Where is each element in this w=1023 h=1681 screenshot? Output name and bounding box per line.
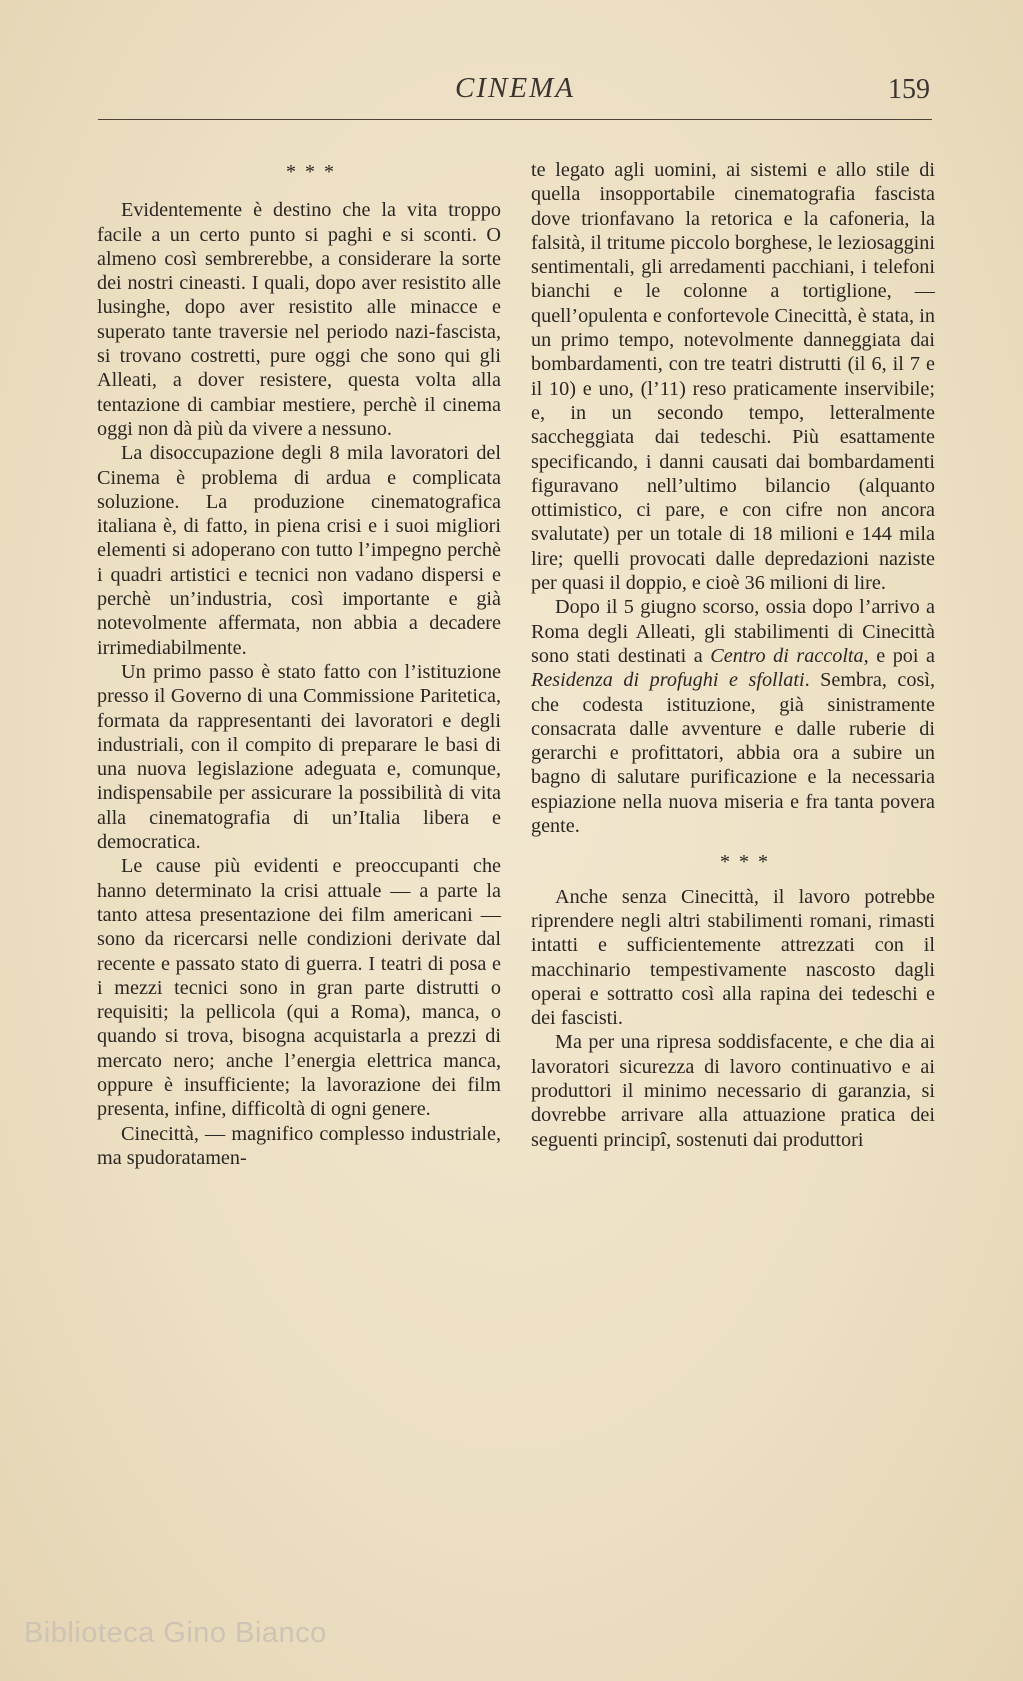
paragraph: Un primo passo è stato fatto con l’istituzione presso il Governo di una Commissione Paritetica, formata da rappresentanti dei lavoratori e degli industriali, con il compito di preparare le basi di una nuova legislazione adeguata e, comunque, indispensabile per assicurare la possibilità di vita alla cinematografia di un’Italia libera e democratica. bbox=[97, 660, 501, 854]
paragraph: Ma per una ripresa soddisfacente, e che dia ai lavoratori sicurezza di lavoro continuativo e ai produttori il minimo necessario di garanzia, si dovrebbe arrivare alla attuazione pratica dei seguenti principî, sostenuti dai produttori bbox=[531, 1031, 935, 1151]
page-number: 159 bbox=[888, 74, 930, 105]
paragraph: Anche senza Cinecittà, il lavoro potrebbe riprendere negli altri stabilimenti romani, rimasti intatti e sufficientemente attrezzati con il macchinario tempestivamente nascosto dagli operai e sottratto così alla rapina dei tedeschi e dei fascisti. bbox=[531, 885, 935, 1030]
page-header bbox=[98, 70, 932, 110]
text-run: . Sembra, così, che codesta istituzione, già sinistramente consacrata dalle avventure e dalle ruberie di gerarchi e profittatori, abbia ora a subire un bagno di salutare purificazione e la necessaria espiazione nella nuova miseria e fra tanta povera gente. bbox=[531, 669, 935, 838]
header-rule bbox=[98, 119, 932, 120]
paragraph bbox=[531, 595, 935, 838]
section-break: * * * bbox=[286, 161, 336, 183]
left-column bbox=[97, 158, 501, 1170]
paragraph: te legato agli uomini, ai sistemi e allo stile di quella insopportabile cinematografia fascista dove trionfavano la retorica e la cafoneria, la falsità, il tritume piccolo borghese, le leziosaggini sentimentali, gli arredamenti pacchiani, i telefoni bianchi e le colonne a tortiglione, — quell’opulenta e confortevole Cinecittà, è stata, in un primo tempo, notevolmente danneggiata dai bombardamenti, con tre teatri distrutti (il 6, il 7 e il 10) e uno, (l’11) reso praticamente inservibile; e, in un secondo tempo, letteralmente saccheggiata dai tedeschi. Più esattamente specificando, i danni causati dai bombardamenti figuravano nell’ultimo bilancio (alquanto ottimistico, ci pare, e con cifre non ancora svalutate) per un totale di 18 milioni e 144 mila lire; quelli provocati dalle depredazioni naziste per quasi il doppio, e cioè 36 milioni di lire. bbox=[531, 159, 935, 595]
library-watermark: Biblioteca Gino Bianco bbox=[24, 1617, 327, 1649]
paragraph: Evidentemente è destino che la vita troppo facile a un certo punto si paghi e si sconti. O almeno così sembrerebbe, a considerare la sorte dei nostri cineasti. I quali, dopo aver resistito alle lusinghe, dopo aver resistito alle minacce e superato tante traversie nel periodo nazi-fascista, si trovano costretti, pure oggi che sono qui gli Alleati, a dover resistere, questa volta alla tentazione di cambiar mestiere, perchè il cinema oggi non dà più da vivere a nessuno. bbox=[97, 199, 501, 440]
italic-run: Residenza di profughi e sfollati bbox=[531, 669, 805, 692]
paragraph: La disoccupazione degli 8 mila lavoratori del Cinema è problema di ardua e complicata soluzione. La produzione cinematografica italiana è, di fatto, in piena crisi e i suoi migliori elementi si adoperano con tutto l’impegno perchè i quadri artistici e tecnici non vadano dispersi e perchè un’industria, così importante e già notevolmente affermata, non abbia a decadere irrimediabilmente. bbox=[97, 442, 501, 659]
right-column bbox=[531, 158, 935, 1152]
italic-run: Centro di raccolta bbox=[710, 644, 864, 667]
paragraph: Le cause più evidenti e preoccupanti che hanno determinato la crisi attuale — a parte la tanto attesa presentazione dei film americani — sono da ricercarsi nelle condizioni derivate dal recente e passato stato di guerra. I teatri di posa e i mezzi tecnici sono in gran parte distrutti o requisiti; la pellicola (qui a Roma), manca, o quando si trova, bisogna acquistarla a prezzi di mercato nero; anche l’energia elettrica manca, oppure è insufficiente; la lavorazione dei film presenta, infine, difficoltà di ogni genere. bbox=[97, 855, 501, 1121]
section-break: * * * bbox=[720, 851, 770, 874]
running-title: CINEMA bbox=[455, 72, 575, 104]
paragraph: Cinecittà, — magnifico complesso industriale, ma spudoratamen- bbox=[97, 1122, 501, 1169]
text-run: Dopo il 5 giugno scorso, ossia dopo l’arrivo a Roma degli Alleati, gli stabilimenti di Cinecittà sono stati destinati a bbox=[531, 596, 935, 667]
text-run: , e poi a bbox=[863, 644, 935, 667]
